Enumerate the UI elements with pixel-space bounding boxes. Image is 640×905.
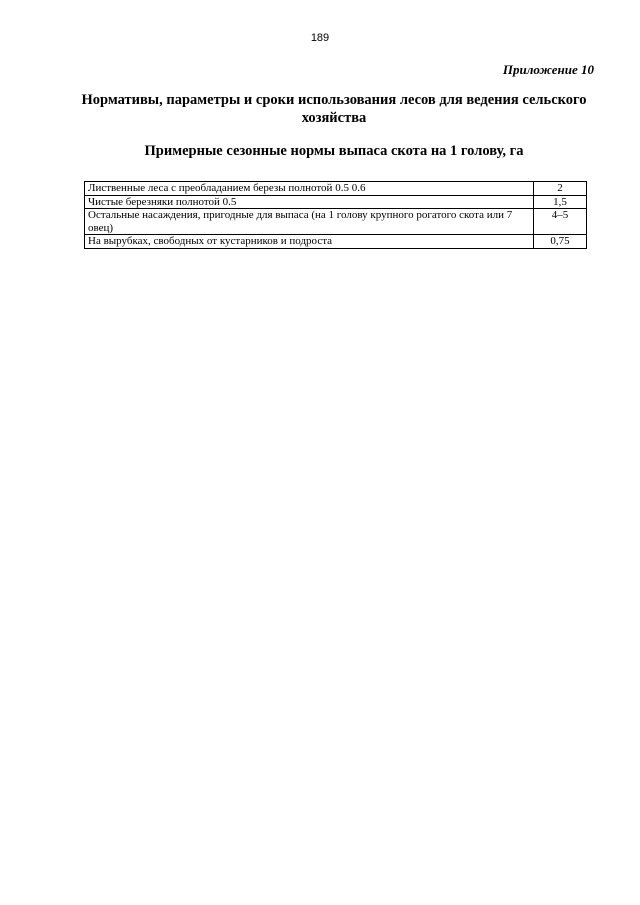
table-row <box>85 182 587 196</box>
row-description: Чистые березняки полнотой 0.5 <box>85 195 534 209</box>
appendix-label: Приложение 10 <box>502 62 594 77</box>
table-caption: Примерные сезонные нормы выпаса скота на 1 голову, га <box>144 143 524 159</box>
row-description: На вырубках, свободных от кустарников и подроста <box>85 235 534 249</box>
row-description: Остальные насаждения, пригодные для выпаса (на 1 голову крупного рогатого скота или 7 овец) <box>85 209 534 235</box>
table-row <box>85 209 587 235</box>
row-value: 2 <box>534 182 587 196</box>
grazing-norms-table <box>84 181 587 249</box>
row-value: 4–5 <box>534 209 587 235</box>
row-value: 1,5 <box>534 195 587 209</box>
row-value: 0,75 <box>534 235 587 249</box>
table-row <box>85 195 587 209</box>
page-number: 189 <box>310 32 330 44</box>
row-description: Лиственные леса с преобладанием березы полнотой 0.5 0.6 <box>85 182 534 196</box>
table-row <box>85 235 587 249</box>
document-title: Нормативы, параметры и сроки использования лесов для ведения сельского хозяйства <box>81 92 587 126</box>
